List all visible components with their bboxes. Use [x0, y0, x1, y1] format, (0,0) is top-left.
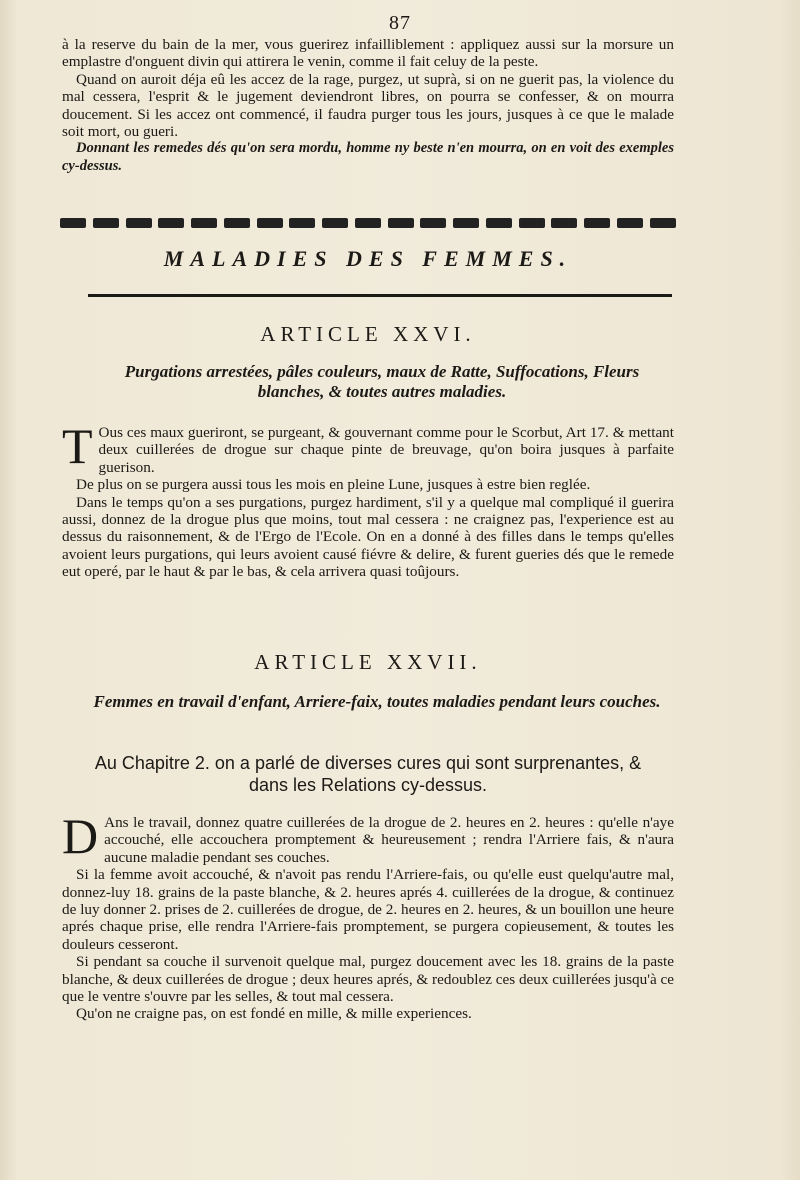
article-27-paragraph-3: Si pendant sa couche il survenoit quelque mal, purgez doucement avec les 18. grains de la paste blanche, & deux cuillerées de drogue ; deux heures aprés, & redoublez ces deux cuillerées jusqu'à ce que le ventre s'ouvre par les selles, & tout mal cessera.: [62, 953, 674, 1006]
article-26-body: [62, 418, 674, 581]
article-26-heading: ARTICLE XXVI.: [260, 322, 476, 346]
article-27-body: [62, 808, 674, 1023]
article-27-paragraph-4: Qu'on ne craigne pas, on est fondé en mille, & mille experiences.: [76, 1005, 472, 1023]
section-title: MALADIES DES FEMMES.: [163, 246, 573, 271]
article-26-paragraph-1: Ous ces maux gueriront, se purgeant, & gouvernant comme pour le Scorbut, Art 17. & mettant deux cuillerées de drogue sur chaque pinte de breuvage, qu'on boira jusques à parfaite guerison.: [98, 424, 674, 476]
intro-paragraph-1: à la reserve du bain de la mer, vous guerirez infailliblement : appliquez aussi sur la morsure un emplastre d'onguent divin qui attirera le venin, comme il fait celuy de la peste.: [62, 36, 674, 71]
intro-block: [62, 36, 674, 175]
article-27-subtitle: Femmes en travail d'enfant, Arriere-faix, toutes maladies pendant leurs couches.: [93, 692, 661, 711]
article-27-dropcap: D: [62, 808, 99, 864]
intro-paragraph-3: Donnant les remedes dés qu'on sera mordu, homme ny beste n'en mourra, on en voit des exemples cy-dessus.: [62, 140, 674, 174]
article-26-subtitle: Purgations arrestées, pâles couleurs, maux de Ratte, Suffocations, Fleurs blanches, & toutes autres maladies.: [124, 362, 640, 401]
article-27-heading: ARTICLE XXVII.: [254, 650, 482, 674]
ornament-divider: [60, 216, 676, 230]
article-26-paragraph-3: Dans le temps qu'on a ses purgations, purgez hardiment, s'il y a quelque mal compliqué il guerira aussi, donnez de la drogue plus que moins, tout mal cessera : ne craignez pas, l'experience est au dessus du raisonnement, & de l'Ergo de l'Ecole. On en a donné à des filles dans le temps qu'elles avoient leurs purgations, qui leurs avoient causé fiévre & delire, & furent gueries dés que le remede eut operé, par le haut & par le bas, & cela arrivera quasi toûjours.: [62, 493, 674, 581]
heading-rule: [88, 294, 672, 297]
article-27-paragraph-1: Ans le travail, donnez quatre cuillerées de la drogue de 2. heures en 2. heures : qu'elle n'aye accouché, elle accouchera promptement & heureusement ; rendra l'Arriere fais, & n'aura aucune maladie pendant ses couches.: [104, 814, 674, 866]
intro-paragraph-2: Quand on auroit déja eû les accez de la rage, purgez, ut suprà, si on ne guerit pas, la violence du mal cessera, l'esprit & le jugement deviendront libres, on pourra se confesser, & on mourra doucement. Si les accez ont commencé, il faudra purger tous les jours, jusques à ce que le malade soit mort, ou gueri.: [62, 70, 674, 141]
article-27-paragraph-2: Si la femme avoit accouché, & n'avoit pas rendu l'Arriere-fais, ou qu'elle eust quelqu'autre mal, donnez-luy 18. grains de la paste blanche, & 2. heures aprés 4. cuillerées de la drogue, & continuez de luy donner 2. prises de 2. cuillerées de drogue, de 2. heures en 2. heures, & un bouillon une heure aprés chaque prise, elle rendra l'Arriere-fais promptement, se purgera copieusement, & toutes les douleurs cesseront.: [62, 866, 674, 953]
article-26-paragraph-2: De plus on se purgera aussi tous les mois en pleine Lune, jusques à estre bien reglée.: [76, 476, 591, 494]
article-27-notice: Au Chapitre 2. on a parlé de diverses cures qui sont surprenantes, & dans les Relations cy-dessus.: [94, 753, 642, 795]
article-26-dropcap: T: [62, 418, 93, 474]
page-number: 87: [389, 12, 411, 34]
